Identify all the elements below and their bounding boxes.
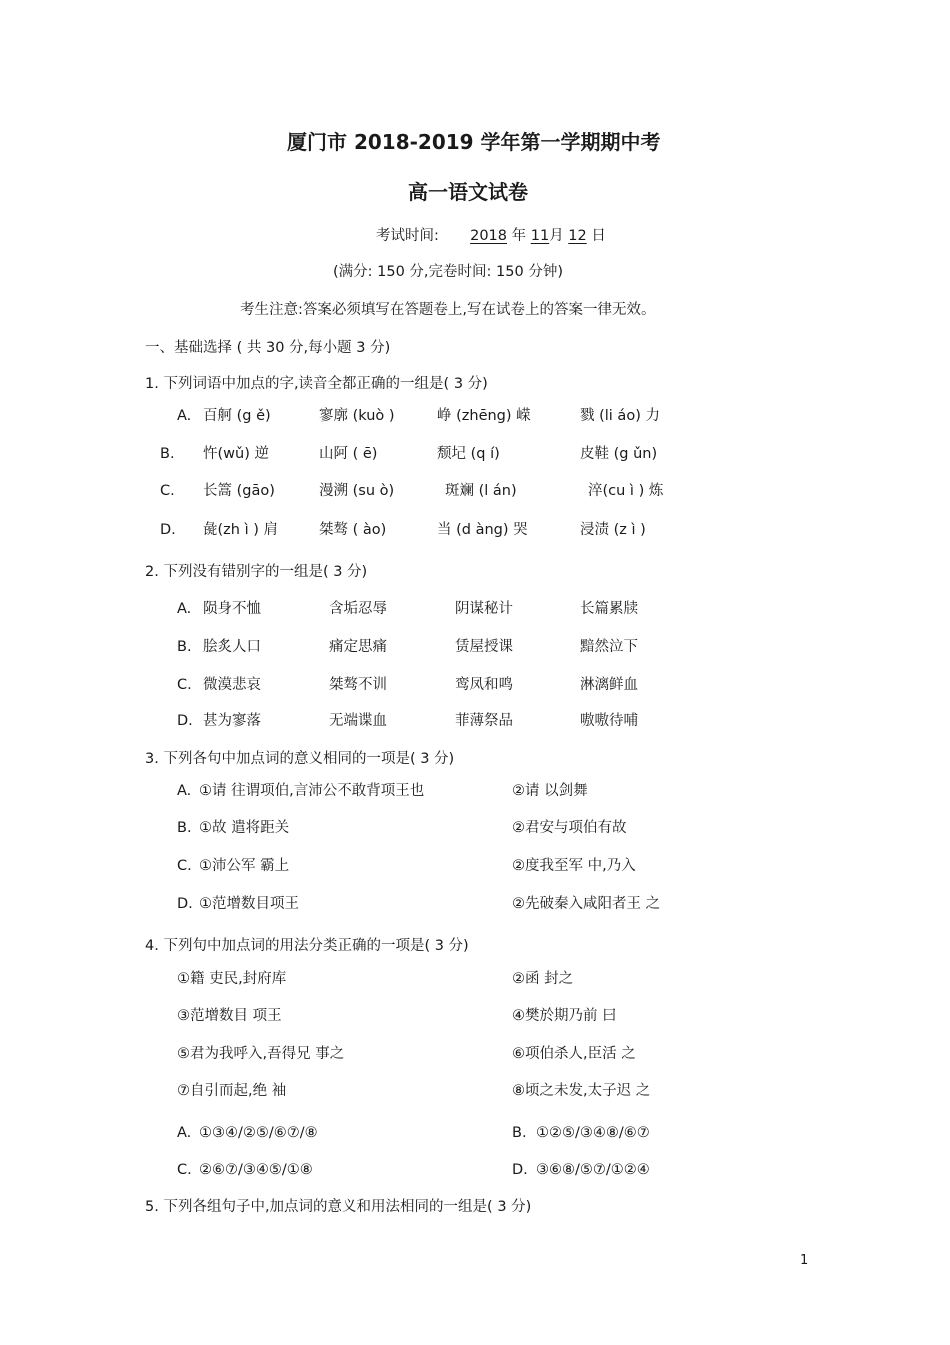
day-char: 日 (591, 228, 606, 244)
q2-c-2: 桀骜不训 (329, 677, 387, 693)
q3-label-c: C. (177, 858, 192, 874)
q5-stem: 5. 下列各组句子中,加点词的意义和用法相同的一组是( 3 分) (145, 1199, 532, 1215)
exam-day: 12 (568, 228, 587, 244)
q4-option-d-label: D. (512, 1162, 528, 1178)
q4-option-c: ②⑥⑦/③④⑤/①⑧ (199, 1162, 313, 1178)
q1-a-3: 峥 (zhēng) 嵘 (437, 408, 531, 424)
q1-b-3: 颓圮 (q í) (437, 446, 500, 462)
exam-date-line (376, 227, 606, 245)
q1-c-3: 斑斓 (l án) (445, 483, 517, 499)
q2-a-2: 含垢忍辱 (329, 601, 387, 617)
q2-label-c: C. (177, 677, 192, 693)
q2-a-3: 阴谋秘计 (455, 601, 513, 617)
q2-b-4: 黯然泣下 (580, 639, 638, 655)
exam-time-label: 考试时间: (376, 228, 439, 244)
q1-c-1: 长篙 (gāo) (203, 483, 275, 499)
month-char: 月 (549, 228, 564, 244)
q3-a-left: ①请 往谓项伯,言沛公不敢背项王也 (199, 783, 425, 799)
q4-item-7: ⑦自引而起,绝 袖 (177, 1083, 287, 1099)
q2-c-4: 淋漓鲜血 (580, 677, 638, 693)
exam-title: 厦门市 2018-2019 学年第一学期期中考 (287, 130, 661, 154)
q4-option-a: ①③④/②⑤/⑥⑦/⑧ (199, 1125, 318, 1141)
q1-a-4: 戮 (li áo) 力 (580, 408, 660, 424)
q1-a-1: 百舸 (g ě) (203, 408, 271, 424)
q4-item-6: ⑥项伯杀人,臣活 之 (512, 1046, 636, 1062)
q2-b-1: 脍炙人口 (203, 639, 261, 655)
q2-b-3: 赁屋授课 (455, 639, 513, 655)
q3-b-right: ②君安与项伯有故 (512, 820, 627, 836)
q3-c-right: ②度我至军 中,乃入 (512, 858, 636, 874)
q4-item-5: ⑤君为我呼入,吾得兄 事之 (177, 1046, 345, 1062)
q4-option-a-label: A. (177, 1125, 192, 1141)
q3-label-b: B. (177, 820, 192, 836)
q2-d-4: 嗷嗷待哺 (580, 713, 638, 729)
q2-a-4: 长篇累牍 (580, 601, 638, 617)
q3-stem: 3. 下列各句中加点词的意义相同的一项是( 3 分) (145, 751, 455, 767)
exam-notice: 考生注意:答案必须填写在答题卷上,写在试卷上的答案一律无效。 (240, 302, 656, 318)
exam-month: 11 (530, 228, 550, 244)
q2-b-2: 痛定思痛 (329, 639, 387, 655)
q4-item-3: ③范增数目 项王 (177, 1008, 282, 1024)
q4-option-b: ①②⑤/③④⑧/⑥⑦ (536, 1125, 650, 1141)
exam-year: 2018 (470, 228, 508, 244)
q2-label-b: B. (177, 639, 192, 655)
score-line: (满分: 150 分,完卷时间: 150 分钟) (333, 264, 563, 280)
exam-subtitle: 高一语文试卷 (408, 180, 528, 204)
q1-a-2: 寥廓 (kuò ) (319, 408, 395, 424)
q1-label-c: C. (160, 483, 175, 499)
q1-d-3: 当 (d àng) 哭 (437, 522, 528, 538)
q3-b-left: ①故 遣将距关 (199, 820, 290, 836)
q3-c-left: ①沛公军 霸上 (199, 858, 290, 874)
q3-label-a: A. (177, 783, 192, 799)
q4-option-c-label: C. (177, 1162, 192, 1178)
q2-stem: 2. 下列没有错别字的一组是( 3 分) (145, 564, 368, 580)
q1-b-4: 皮鞋 (g ǔn) (580, 446, 658, 462)
q4-stem: 4. 下列句中加点词的用法分类正确的一项是( 3 分) (145, 938, 469, 954)
q2-c-3: 鸾凤和鸣 (455, 677, 513, 693)
q2-label-d: D. (177, 713, 193, 729)
q1-c-2: 漫溯 (su ò) (319, 483, 395, 499)
q4-item-1: ①籍 吏民,封府库 (177, 971, 287, 987)
q4-item-2: ②函 封之 (512, 971, 574, 987)
q2-d-1: 甚为寥落 (203, 713, 261, 729)
q1-c-4: 淬(cu ì ) 炼 (588, 483, 664, 499)
q3-a-right: ②请 以剑舞 (512, 783, 588, 799)
q2-d-2: 无端谍血 (329, 713, 387, 729)
page-number: 1 (800, 1253, 809, 1268)
q2-d-3: 菲薄祭品 (455, 713, 513, 729)
q1-d-1: 彘(zh ì ) 肩 (203, 522, 278, 538)
q1-d-4: 浸渍 (z ì ) (580, 522, 646, 538)
q1-label-a: A. (177, 408, 192, 424)
q1-d-2: 桀骜 ( ào) (319, 522, 387, 538)
q2-a-1: 陨身不恤 (203, 601, 261, 617)
q2-c-1: 微漠悲哀 (203, 677, 261, 693)
q4-option-b-label: B. (512, 1125, 527, 1141)
q3-d-right: ②先破秦入咸阳者王 之 (512, 896, 661, 912)
section-heading: 一、基础选择 ( 共 30 分,每小题 3 分) (145, 340, 391, 356)
q4-item-4: ④樊於期乃前 曰 (512, 1008, 617, 1024)
q1-b-2: 山阿 ( ē) (319, 446, 378, 462)
q1-stem: 1. 下列词语中加点的字,读音全都正确的一组是( 3 分) (145, 376, 488, 392)
q1-label-d: D. (160, 522, 176, 538)
q3-label-d: D. (177, 896, 193, 912)
q1-label-b: B. (160, 446, 175, 462)
q2-label-a: A. (177, 601, 192, 617)
q3-d-left: ①范增数目项王 (199, 896, 299, 912)
year-char: 年 (511, 228, 527, 244)
q4-item-8: ⑧顷之未发,太子迟 之 (512, 1083, 651, 1099)
q1-b-1: 忤(wǔ) 逆 (203, 446, 269, 462)
q4-option-d: ③⑥⑧/⑤⑦/①②④ (536, 1162, 650, 1178)
